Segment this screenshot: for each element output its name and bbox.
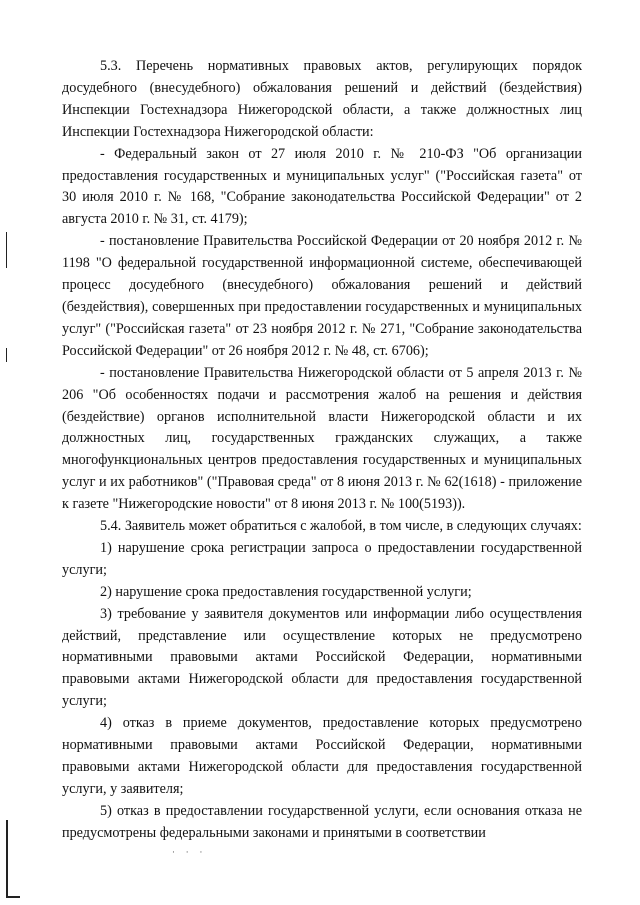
law-item-resolution-206: - постановление Правительства Нижегородской области от 5 апреля 2013 г. № 206 "Об особенностях подачи и рассмотрения жалоб на решения и действия (бездействие) органов исполнительной власти Нижегородской области и их должностных лиц, государственных гражданских служащих, а также многофункциональных центров предоставления государственных и муниципальных услуг и их работников" ("Правовая среда" от 8 июня 2013 г. № 62(1618) - приложение к газете "Нижегородские новости" от 8 июня 2013 г. № 100(5193)).: [62, 364, 582, 513]
margin-mark-middle: [6, 348, 7, 362]
margin-mark-bottom-horizontal: [6, 896, 20, 898]
case-item-4: 4) отказ в приеме документов, предоставление которых предусмотрено нормативными правовыми актами Российской Федерации, нормативными правовыми актами Нижегородской области для предоставления государственной услуги, у заявителя;: [62, 715, 582, 797]
case-item-1: 1) нарушение срока регистрации запроса о предоставлении государственной услуги;: [62, 539, 582, 578]
margin-mark-bottom-vertical: [6, 820, 8, 898]
paragraph-5-4: 5.4. Заявитель может обратиться с жалобой, в том числе, в следующих случаях:: [100, 518, 582, 535]
scan-speck: · · ·: [172, 848, 207, 858]
case-item-5: 5) отказ в предоставлении государственной услуги, если основания отказа не предусмотрены федеральными законами и принятыми в соответствии: [62, 802, 582, 841]
paragraph-5-3: 5.3. Перечень нормативных правовых актов, регулирующих порядок досудебного (внесудебного) обжалования решений и действий (бездействия) Инспекции Гостехнадзора Нижегородской области, а также должностных лиц Инспекции Гостехнадзора Нижегородской области:: [62, 58, 582, 140]
law-item-federal-210: - Федеральный закон от 27 июля 2010 г. № 210-ФЗ "Об организации предоставления государственных и муниципальных услуг" ("Российская газета" от 30 июля 2010 г. № 168, "Собрание законодательства Российской Федерации" от 2 августа 2010 г. № 31, ст. 4179);: [62, 145, 582, 228]
document-page: [62, 56, 582, 845]
margin-mark-upper: [6, 232, 7, 268]
case-item-3: 3) требование у заявителя документов или информации либо осуществления действий, представление или осуществление которых не предусмотрено нормативными правовыми актами Российской Федерации, нормативными правовыми актами Нижегородской области для предоставления государственной услуги;: [62, 605, 582, 710]
case-item-2: 2) нарушение срока предоставления государственной услуги;: [100, 583, 472, 600]
law-item-resolution-1198: - постановление Правительства Российской Федерации от 20 ноября 2012 г. № 1198 "О федеральной государственной информационной системе, обеспечивающей процесс досудебного (внесудебного) обжалования решений и действий (бездействия), совершенных при предоставлении государственных и муниципальных услуг" ("Российская газета" от 23 ноября 2012 г. № 271, "Собрание законодательства Российской Федерации" от 26 ноября 2012 г. № 48, ст. 6706);: [62, 233, 582, 359]
